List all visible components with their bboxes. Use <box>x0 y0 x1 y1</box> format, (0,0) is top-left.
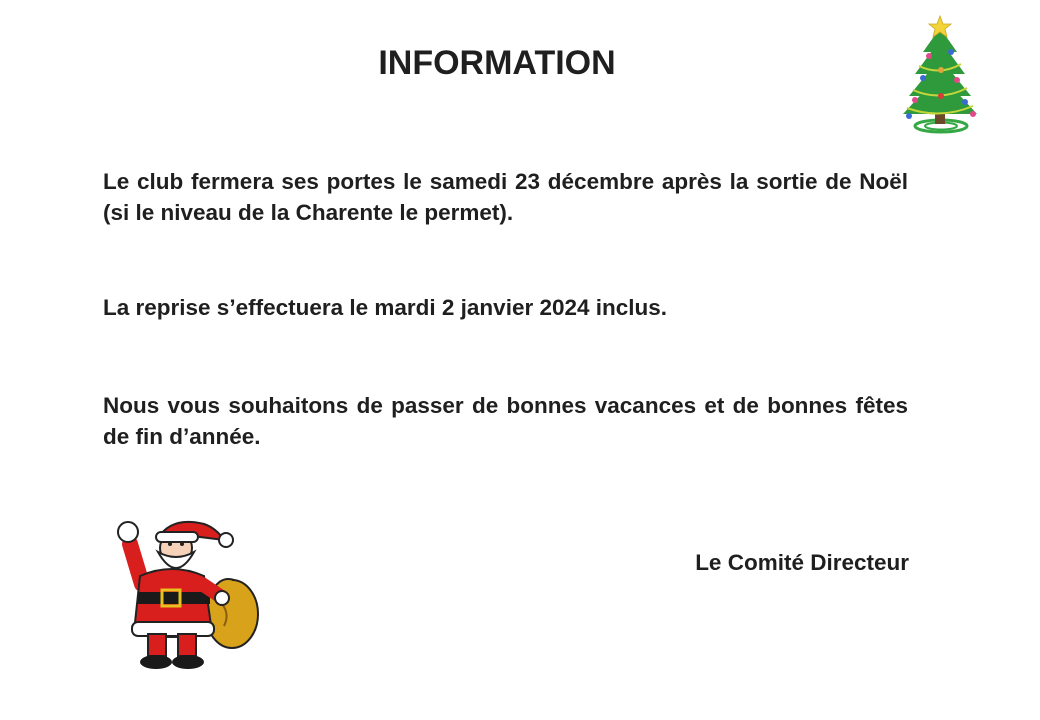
paragraph-closure: Le club fermera ses portes le samedi 23 décembre après la sortie de Noël (si le niveau de la Charente le permet). <box>103 169 908 225</box>
paragraph-reopening: La reprise s’effectuera le mardi 2 janvier 2024 inclus. <box>103 295 668 320</box>
signature: Le Comité Directeur <box>695 550 909 575</box>
page-title: INFORMATION <box>378 44 616 82</box>
paragraph-wishes: Nous vous souhaitons de passer de bonnes vacances et de bonnes fêtes de fin d’année. <box>103 393 908 449</box>
santa-claus-icon <box>112 514 260 674</box>
christmas-tree-icon <box>893 12 983 136</box>
